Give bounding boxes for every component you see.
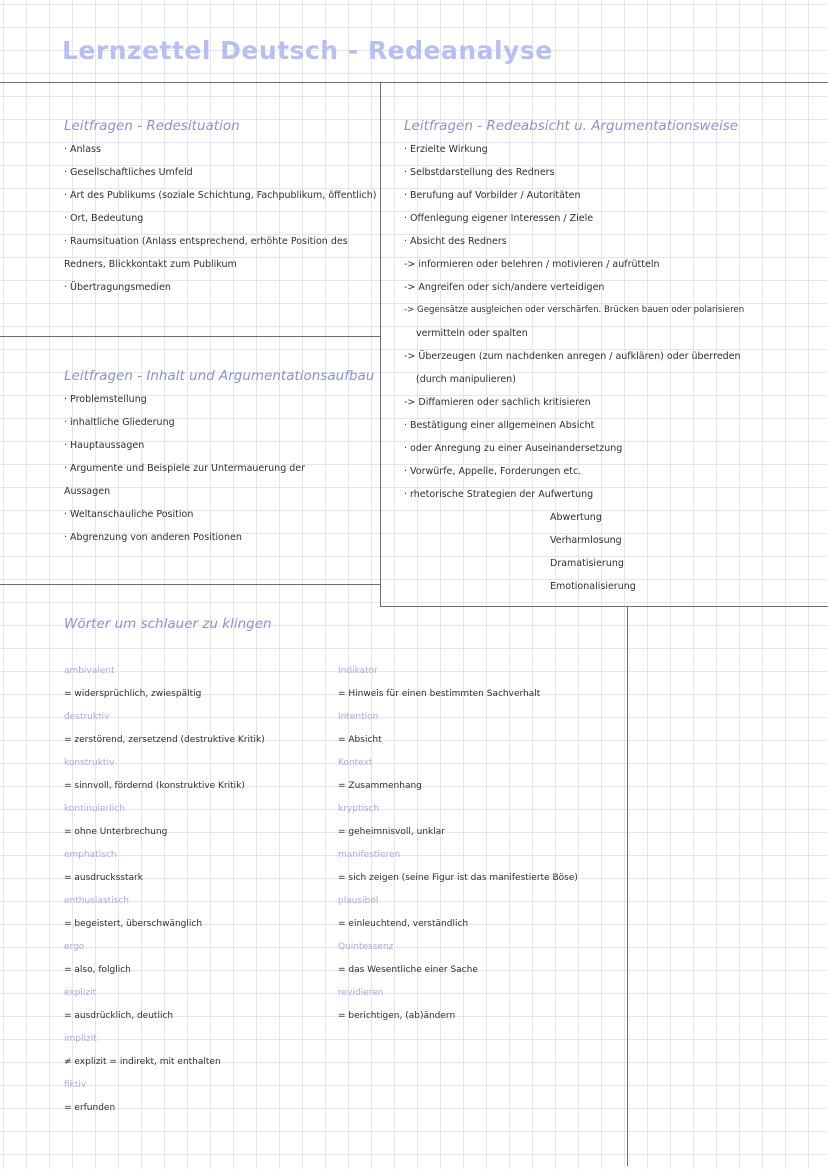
list-item: -> Gegensätze ausgleichen oder verschärfen. Brücken bauen oder polarisieren (404, 305, 745, 315)
vocab-term: konstruktiv (64, 758, 115, 768)
vocab-definition: = Absicht (338, 735, 382, 745)
list-item: vermitteln oder spalten (416, 328, 528, 339)
list-item: -> Angreifen oder sich/andere verteidigen (404, 282, 605, 293)
inhalt-list (64, 388, 305, 549)
list-item: · Weltanschauliche Position (64, 509, 194, 520)
list-item: · Offenlegung eigener Interessen / Ziele (404, 213, 594, 224)
redesituation-heading: Leitfragen - Redesituation (64, 118, 240, 134)
vocab-term: fiktiv (64, 1080, 87, 1090)
list-item: Emotionalisierung (550, 581, 636, 592)
vocab-term: implizit (64, 1034, 97, 1044)
list-item: · Berufung auf Vorbilder / Autoritäten (404, 190, 581, 201)
inhalt-heading: Leitfragen - Inhalt und Argumentationsaufbau (64, 368, 375, 384)
redeabsicht-list (404, 138, 744, 598)
vocab-term: Intention (338, 712, 379, 722)
header-divider (0, 82, 828, 83)
vocab-term: enthusiastisch (64, 896, 129, 906)
list-item: · Übertragungsmedien (64, 282, 171, 293)
list-item: Verharmlosung (550, 535, 622, 546)
list-item: · Problemstellung (64, 394, 147, 405)
vocab-term: manifestieren (338, 850, 401, 860)
list-item: · Erzielte Wirkung (404, 144, 488, 155)
list-item: Aussagen (64, 486, 111, 497)
list-item: · oder Anregung zu einer Auseinandersetzung (404, 443, 623, 454)
vocab-term: destruktiv (64, 712, 110, 722)
list-item: · Absicht des Redners (404, 236, 507, 247)
vocab-term: ergo (64, 942, 85, 952)
right-box-left-border (380, 82, 381, 606)
vocab-definition: = berichtigen, (ab)ändern (338, 1011, 456, 1021)
page-title: Lernzettel Deutsch - Redeanalyse (62, 36, 553, 65)
left-bottom-divider (0, 584, 380, 585)
list-item: · Selbstdarstellung des Redners (404, 167, 555, 178)
vocab-term: Indikator (338, 666, 378, 676)
list-item: · inhaltliche Gliederung (64, 417, 175, 428)
words-right-border (627, 606, 628, 1166)
vocab-definition: = das Wesentliche einer Sache (338, 965, 478, 975)
vocab-definition: = ausdrücklich, deutlich (64, 1011, 174, 1021)
list-item: · Abgrenzung von anderen Positionen (64, 532, 242, 543)
woerter-right-column (338, 660, 578, 1028)
list-item: · Bestätigung einer allgemeinen Absicht (404, 420, 595, 431)
vocab-definition: = zerstörend, zersetzend (destruktive Kritik) (64, 735, 265, 745)
list-item: Abwertung (550, 512, 602, 523)
vocab-term: revidieren (338, 988, 384, 998)
vocab-definition: = sinnvoll, fördernd (konstruktive Kritik) (64, 781, 245, 791)
right-box-bottom-border (380, 606, 828, 607)
left-mid-divider (0, 336, 380, 337)
vocab-definition: = Zusammenhang (338, 781, 422, 791)
vocab-definition: = also, folglich (64, 965, 131, 975)
list-item: -> Überzeugen (zum nachdenken anregen / aufklären) oder überreden (404, 351, 741, 362)
list-item: · Ort, Bedeutung (64, 213, 144, 224)
vocab-term: ambivalent (64, 666, 115, 676)
vocab-definition: = Hinweis für einen bestimmten Sachverhalt (338, 689, 541, 699)
list-item: -> informieren oder belehren / motivieren / aufrütteln (404, 259, 660, 270)
redesituation-list (64, 138, 377, 299)
list-item: · Hauptaussagen (64, 440, 145, 451)
vocab-definition: = widersprüchlich, zwiespältig (64, 689, 202, 699)
list-item: · Anlass (64, 144, 101, 155)
vocab-definition: = ohne Unterbrechung (64, 827, 168, 837)
vocab-term: Quintessenz (338, 942, 394, 952)
list-item: · Gesellschaftliches Umfeld (64, 167, 193, 178)
list-item: · Raumsituation (Anlass entsprechend, erhöhte Position des (64, 236, 348, 247)
vocab-term: plausibel (338, 896, 379, 906)
vocab-definition: = einleuchtend, verständlich (338, 919, 469, 929)
vocab-term: emphatisch (64, 850, 117, 860)
list-item: · Art des Publikums (soziale Schichtung, Fachpublikum, öffentlich) (64, 190, 377, 201)
vocab-definition: = ausdrucksstark (64, 873, 143, 883)
woerter-heading: Wörter um schlauer zu klingen (64, 616, 272, 632)
list-item: -> Diffamieren oder sachlich kritisieren (404, 397, 591, 408)
list-item: · rhetorische Strategien der Aufwertung (404, 489, 594, 500)
woerter-left-column (64, 660, 265, 1120)
list-item: · Argumente und Beispiele zur Untermauerung der (64, 463, 306, 474)
list-item: Redners, Blickkontakt zum Publikum (64, 259, 237, 270)
vocab-term: kryptisch (338, 804, 380, 814)
vocab-definition: = begeistert, überschwänglich (64, 919, 203, 929)
redeabsicht-heading: Leitfragen - Redeabsicht u. Argumentationsweise (404, 118, 739, 134)
vocab-definition: = erfunden (64, 1103, 116, 1113)
vocab-term: explizit (64, 988, 97, 998)
list-item: (durch manipulieren) (416, 374, 516, 385)
vocab-definition: ≠ explizit = indirekt, mit enthalten (64, 1057, 221, 1067)
vocab-definition: = geheimnisvoll, unklar (338, 827, 445, 837)
vocab-term: Kontext (338, 758, 373, 768)
vocab-term: kontinuierlich (64, 804, 125, 814)
list-item: · Vorwürfe, Appelle, Forderungen etc. (404, 466, 582, 477)
vocab-definition: = sich zeigen (seine Figur ist das manifestierte Böse) (338, 873, 578, 883)
list-item: Dramatisierung (550, 558, 624, 569)
